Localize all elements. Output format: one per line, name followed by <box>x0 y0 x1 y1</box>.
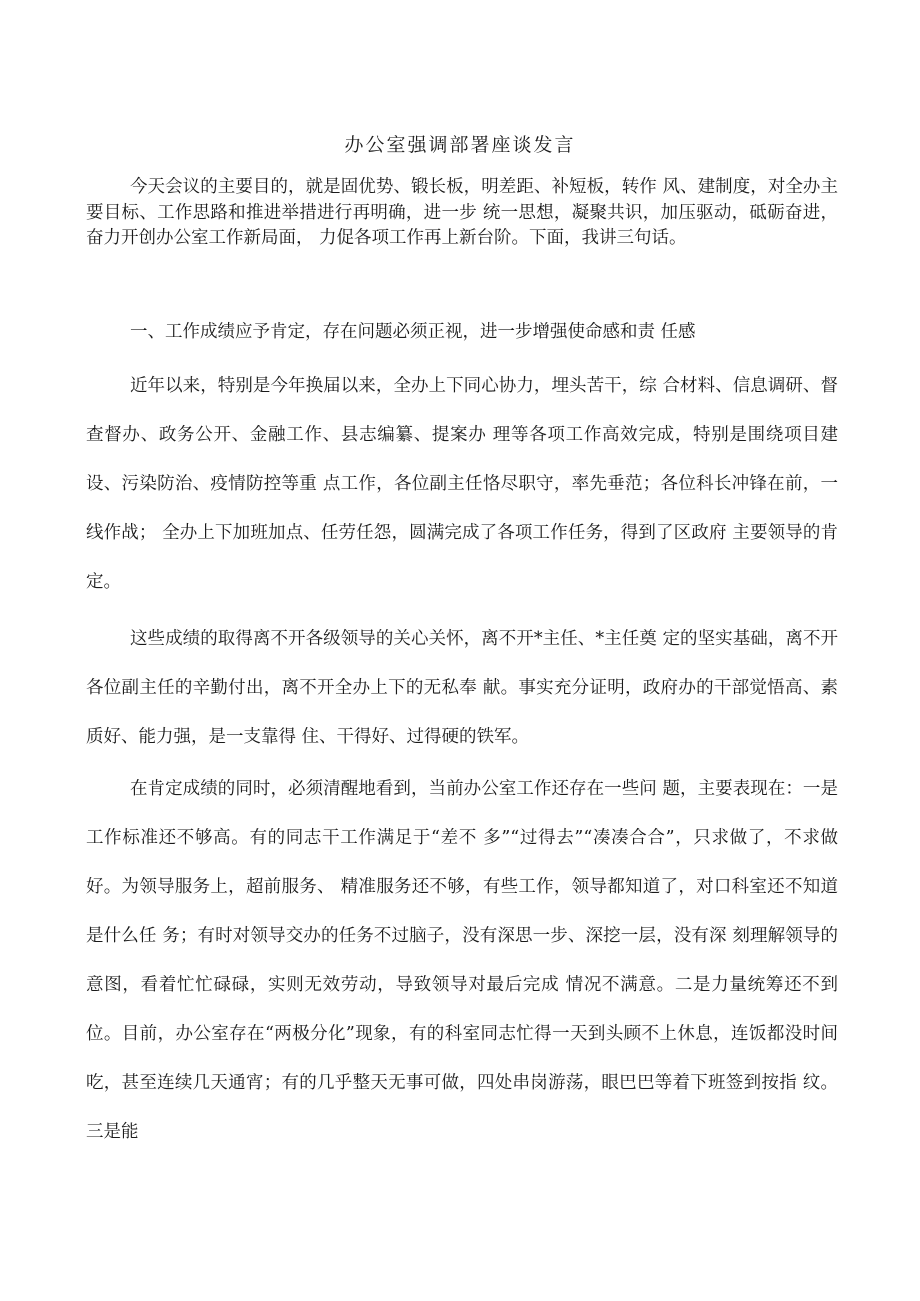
body-paragraph: 在肯定成绩的同时，必须清醒地看到，当前办公室工作还存在一些问 题，主要表现在：一是工作标准还不够高。有的同志干工作满足于“差不 多”“过得去”“凑凑合合”，只求做了，不求做好。为领导服务上，超前服务、 精准服务还不够，有些工作，领导都知道了，对口科室还不知道是什么任 务；有时对领导交办的任务不过脑子，没有深思一步、深挖一层，没有深 刻理解领导的意图，看着忙忙碌碌，实则无效劳动，导致领导对最后完成 情况不满意。二是力量统筹还不到位。目前，办公室存在“两极分化”现象，有的科室同志忙得一天到头顾不上休息，连饭都没时间吃，甚至连续几天通宵；有的几乎整天无事可做，四处串岗游荡，眼巴巴等着下班签到按指 纹。三是能 <box>86 779 838 1142</box>
document-title: 办公室强调部署座谈发言 <box>344 134 576 156</box>
body-paragraph: 近年以来，特别是今年换届以来，全办上下同心协力，埋头苦干，综 合材料、信息调研、督查督办、政务公开、金融工作、县志编纂、提案办 理等各项工作高效完成，特别是围绕项目建设、污染防治、疫情防控等重 点工作，各位副主任恪尽职守，率先垂范；各位科长冲锋在前，一线作战； 全办上下加班加点、任劳任怨，圆满完成了各项工作任务，得到了区政府 主要领导的肯定。 <box>86 376 838 592</box>
intro-paragraph: 今天会议的主要目的，就是固优势、锻长板，明差距、补短板，转作 风、建制度，对全办主要目标、工作思路和推进举措进行再明确，进一步 统一思想，凝聚共识，加压驱动，砥砺奋进，奋力开创办公室工作新局面， 力促各项工作再上新台阶。下面，我讲三句话。 <box>86 177 838 248</box>
body-paragraph: 这些成绩的取得离不开各级领导的关心关怀，离不开*主任、*主任奠 定的坚实基础，离不开各位副主任的辛勤付出，离不开全办上下的无私奉 献。事实充分证明，政府办的干部觉悟高、素质好、能力强，是一支靠得 住、干得好、过得硬的铁军。 <box>86 629 838 747</box>
section-1-heading: 一、工作成绩应予肯定，存在问题必须正视，进一步增强使命感和责 任感 <box>130 322 696 342</box>
